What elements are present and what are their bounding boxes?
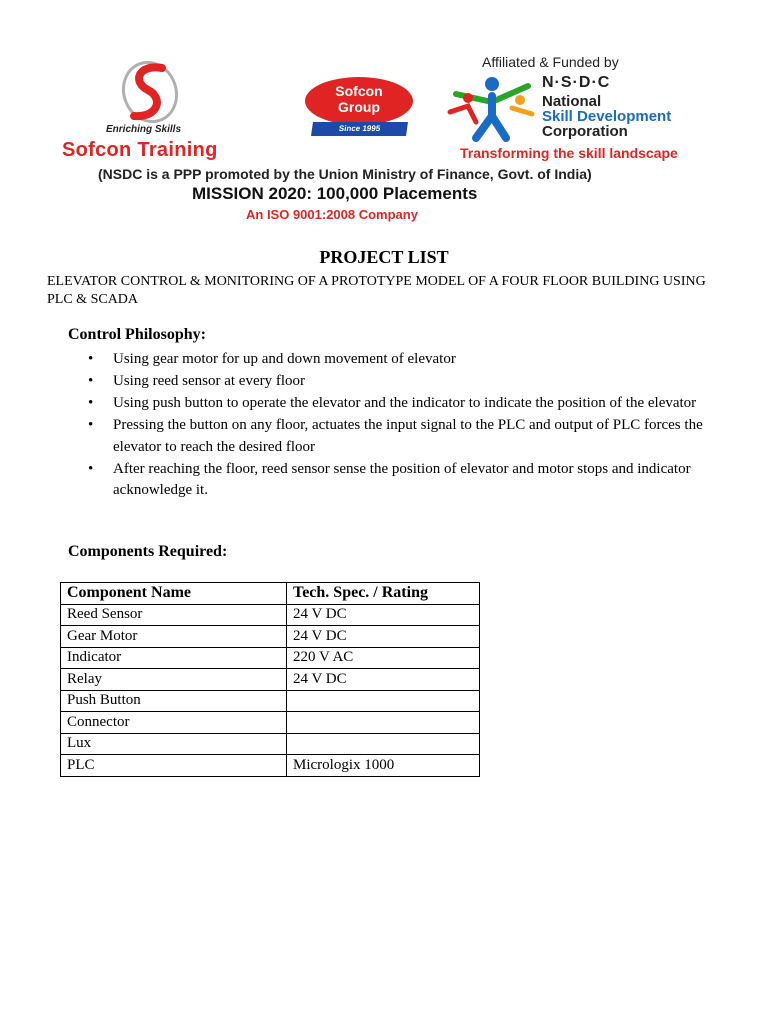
table-cell: 220 V AC [287,647,480,669]
nsdc-name [542,94,671,139]
group-badge-text: Sofcon Group [335,83,383,115]
table-header-row [61,583,480,605]
sofcon-tagline: Enriching Skills [106,124,182,135]
sofcon-logo-icon [118,58,182,126]
table-cell: 24 V DC [287,626,480,648]
table-row [61,626,480,648]
table-cell: PLC [61,755,287,777]
table-row [61,669,480,691]
table-cell: Lux [61,733,287,755]
nsdc-name-line2: Skill Development [542,108,672,125]
nsdc-name-line3: Corporation [542,123,628,140]
list-item: • Using gear motor for up and down movement of elevator [88,349,738,371]
sofcon-group-badge [305,77,413,125]
column-header-component: Component Name [61,583,287,605]
nsdc-people-icon [446,72,536,142]
mission-banner: MISSION 2020: 100,000 Placements [192,184,478,203]
table-row [61,755,480,777]
table-row [61,604,480,626]
list-item: • Using reed sensor at every floor [88,371,738,393]
table-cell: 24 V DC [287,669,480,691]
table-row [61,733,480,755]
table-cell: Reed Sensor [61,604,287,626]
list-item: • Using push button to operate the elevator and the indicator to indicate the position of the elevator [88,393,738,415]
nsdc-tagline: Transforming the skill landscape [460,145,678,161]
ppp-note: (NSDC is a PPP promoted by the Union Ministry of Finance, Govt. of India) [98,166,592,182]
table-row [61,712,480,734]
nsdc-name-line1: National [542,93,602,110]
table-cell: Micrologix 1000 [287,755,480,777]
table-cell [287,733,480,755]
table-cell: Connector [61,712,287,734]
page-title: PROJECT LIST [319,247,449,267]
nsdc-acronym: N·S·D·C [542,74,611,91]
table-row [61,690,480,712]
control-philosophy-list [88,349,738,502]
components-heading: Components Required: [68,543,228,560]
table-row [61,647,480,669]
sofcon-brand-name: Sofcon Training [62,139,218,161]
table-cell [287,712,480,734]
table-cell: Push Button [61,690,287,712]
project-subtitle: ELEVATOR CONTROL & MONITORING OF A PROTOTYPE MODEL OF A FOUR FLOOR BUILDING USING PLC & SCADA [47,274,706,307]
table-cell [287,690,480,712]
table-cell: Gear Motor [61,626,287,648]
column-header-spec: Tech. Spec. / Rating [287,583,480,605]
table-cell: Indicator [61,647,287,669]
iso-note: An ISO 9001:2008 Company [246,207,418,222]
control-philosophy-heading: Control Philosophy: [68,326,206,343]
table-cell: 24 V DC [287,604,480,626]
affiliated-text: Affiliated & Funded by [482,54,619,70]
group-since-ribbon: Since 1995 [311,122,408,136]
list-item: • Pressing the button on any floor, actuates the input signal to the PLC and output of PLC forces the elevator to reach the desired floor [88,415,738,458]
list-item: • After reaching the floor, reed sensor sense the position of elevator and motor stops and indicator acknowledge it. [88,459,738,502]
components-table [60,582,480,777]
table-cell: Relay [61,669,287,691]
